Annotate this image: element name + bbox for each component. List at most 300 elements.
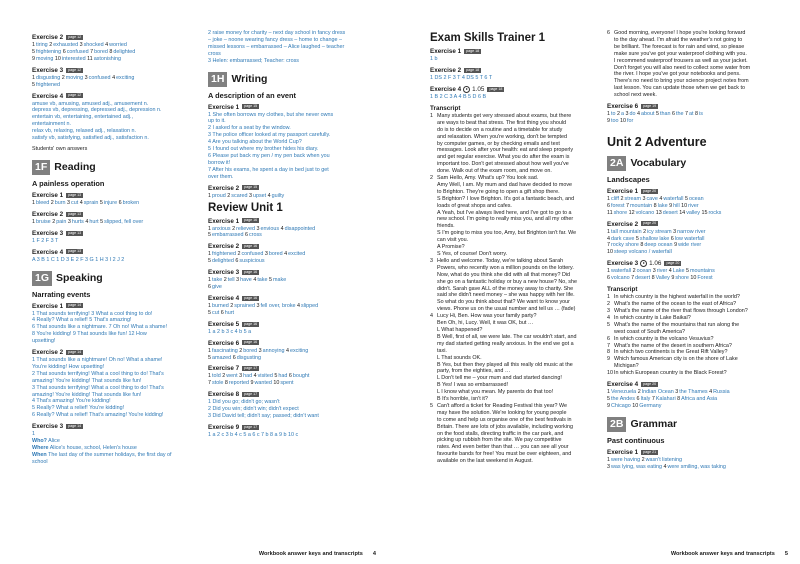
transcript-text: picking up rubbish from the site. We pay competitive bbox=[437, 437, 562, 444]
answer-key: Where bbox=[32, 445, 49, 451]
answer-text: dark cave bbox=[611, 235, 635, 242]
exercise-heading bbox=[32, 67, 202, 74]
answer-number: 3 bbox=[673, 228, 677, 235]
section-header bbox=[607, 156, 777, 171]
subheading: Narrating events bbox=[32, 289, 91, 299]
answer-number: 4 bbox=[85, 218, 89, 225]
transcript-line bbox=[430, 258, 598, 265]
transcript-number: 1 bbox=[430, 112, 433, 119]
transcript-line bbox=[430, 120, 598, 127]
transcript-number bbox=[607, 71, 614, 78]
answer-text: Lake bbox=[672, 268, 685, 275]
answer-text: shallow lake bbox=[639, 235, 670, 242]
answer-text: tall mountain bbox=[611, 228, 642, 235]
transcript-line bbox=[430, 279, 598, 286]
transcript-line bbox=[430, 203, 598, 210]
answer-number: 4 bbox=[253, 373, 257, 380]
transcript-text: friends. bbox=[437, 223, 455, 230]
answer-text: slipped, fell over bbox=[104, 218, 144, 225]
transcript-number: 1 bbox=[607, 294, 610, 301]
answer-text: upset bbox=[252, 192, 267, 199]
answer-text: Africa and Asia bbox=[681, 395, 718, 402]
answer-text: 7 After his exams, he spent a day in bed just to get bbox=[208, 166, 329, 173]
transcript-text: Which famous American city is on the shore of Lake bbox=[614, 356, 738, 363]
exercise-label: Exercise 1 bbox=[208, 217, 240, 225]
exercise-label: Exercise 3 bbox=[32, 423, 64, 431]
answer-number: 10 bbox=[632, 402, 639, 409]
transcript-number bbox=[430, 141, 437, 148]
answer-number: 5 bbox=[99, 199, 103, 206]
answer-number: 4 bbox=[253, 277, 257, 284]
exercise-label: Exercise 7 bbox=[208, 365, 240, 373]
answer-text: school bbox=[32, 458, 48, 465]
transcript-text: Many students get very stressed about exams, but there bbox=[437, 112, 572, 119]
transcript-number bbox=[607, 85, 614, 92]
answer-text: satisfy vb, satisfying, satisfied adj., satisfaction n. bbox=[32, 135, 149, 142]
transcript-text: So what do you think about that? We want to know your bbox=[437, 299, 570, 306]
page-reference: page 18 bbox=[466, 67, 480, 72]
answer-line bbox=[607, 236, 777, 243]
transcript-text: Now, what do you think she did with all that money? Did bbox=[437, 271, 571, 278]
transcript-number bbox=[430, 431, 437, 438]
section-header bbox=[208, 72, 378, 87]
answer-text: missed lessons – embarrassed – Alice laughed – teacher bbox=[208, 43, 345, 50]
transcript-text: Michigan? bbox=[614, 363, 639, 370]
transcript-number bbox=[430, 451, 437, 458]
subheading: A painless operation bbox=[32, 178, 105, 188]
answer-text: 1 B 2 C 3 A 4 B 5 D 6 B bbox=[430, 93, 487, 100]
transcript-text: to the day ahead. I'm afraid the weather's not going to bbox=[614, 36, 743, 43]
answer-text: 4 Are you talking about the World Cup? bbox=[208, 139, 302, 146]
transcript-number bbox=[430, 265, 437, 272]
answer-text: desert bbox=[662, 209, 678, 216]
answer-number: 1 bbox=[208, 192, 211, 199]
answer-number: 8 bbox=[695, 111, 698, 118]
answer-text: bruise bbox=[36, 218, 51, 225]
answer-text: injure bbox=[103, 199, 118, 206]
exercise-heading bbox=[607, 260, 777, 267]
transcript-line bbox=[607, 329, 777, 336]
exercise-label: Exercise 3 bbox=[208, 269, 240, 277]
answer-text: rocks bbox=[708, 209, 722, 216]
exercise-heading bbox=[208, 365, 378, 372]
transcript-text: S I'm going to miss you too, Amy, but Brighton isn't far. We bbox=[437, 230, 577, 237]
exercise-label: Exercise 4 bbox=[607, 381, 639, 389]
answer-number: 1 bbox=[607, 195, 610, 202]
answer-number: 2 bbox=[50, 199, 54, 206]
answer-number: 11 bbox=[87, 55, 93, 62]
answer-text: was lying, was eating bbox=[611, 463, 662, 470]
transcript-number: 3 bbox=[430, 257, 433, 264]
answer-line bbox=[208, 284, 378, 291]
transcript-number: 7 bbox=[607, 342, 610, 349]
answer-number: 5 bbox=[635, 235, 639, 242]
transcript-text: B Yes, but then they played all this really old music at the bbox=[437, 361, 573, 368]
answer-number: 6 bbox=[232, 354, 236, 361]
answer-text: 8 You're kidding! 9 That sounds like fun! 12 How bbox=[32, 331, 147, 338]
answer-text: fell over, broke bbox=[260, 302, 296, 309]
transcript-text: taxi. bbox=[437, 347, 447, 354]
answer-text: give bbox=[212, 284, 222, 291]
answer-value: The last day of the summer holidays, the first day of bbox=[48, 451, 172, 458]
answer-line bbox=[32, 49, 202, 56]
answer-text: stream bbox=[624, 195, 641, 202]
transcript-line bbox=[430, 182, 598, 189]
answer-line bbox=[208, 380, 378, 387]
section-code: 1H bbox=[208, 72, 227, 87]
audio-icon bbox=[640, 260, 647, 267]
answer-text: confused bbox=[88, 74, 111, 81]
answer-text: scared bbox=[231, 192, 248, 199]
page-reference: page 20 bbox=[643, 188, 657, 193]
transcript-line bbox=[430, 244, 598, 251]
transcript-text: Can't afford a ticket for Reading Festival this year? We bbox=[437, 402, 567, 409]
answer-text: bored bbox=[268, 251, 283, 258]
transcript-text: L Don't tell me – your mum and dad started dancing! bbox=[437, 375, 562, 382]
answer-text: entertainment n. bbox=[32, 121, 71, 128]
answer-text: too bbox=[611, 117, 619, 124]
transcript-line bbox=[430, 362, 598, 369]
page-heading: Exam Skills Trainer 1 bbox=[430, 32, 546, 44]
transcript-number: 4 bbox=[607, 314, 610, 321]
answer-number: 9 bbox=[607, 117, 610, 124]
answer-value: Alice bbox=[48, 438, 60, 445]
exercise-label: Exercise 1 bbox=[607, 448, 639, 456]
transcript-number bbox=[430, 182, 437, 189]
transcript-line bbox=[430, 147, 598, 154]
answer-number: 2 bbox=[227, 192, 231, 199]
answer-number: 4 bbox=[79, 199, 83, 206]
answer-number: 2 bbox=[232, 225, 236, 232]
answer-number: 7 bbox=[631, 275, 635, 282]
transcript-number bbox=[430, 362, 437, 369]
answer-text: 3 That sounds terrifying! What a cool thing to do! That's bbox=[32, 384, 164, 391]
answer-text: 3 Helen: embarrassed; Teacher: cross bbox=[208, 57, 299, 64]
footer-text: Workbook answer keys and transcripts bbox=[258, 551, 363, 557]
transcript-line bbox=[607, 37, 777, 44]
transcript-number bbox=[430, 127, 437, 134]
answer-number: 9 bbox=[674, 242, 678, 249]
transcript-number: 4 bbox=[430, 313, 433, 320]
transcript-line bbox=[430, 175, 598, 182]
answer-text: at bbox=[689, 111, 694, 118]
answer-text: icy stream bbox=[647, 228, 672, 235]
transcript-line bbox=[430, 223, 598, 230]
answer-text: stole bbox=[212, 380, 224, 387]
transcript-line bbox=[430, 327, 598, 334]
answer-line bbox=[32, 56, 202, 63]
transcript-number bbox=[430, 120, 437, 127]
answer-line bbox=[32, 219, 202, 226]
section-code: 2A bbox=[607, 156, 626, 171]
answer-number: 2 bbox=[49, 42, 53, 48]
transcript-number bbox=[430, 272, 437, 279]
section-title: Vocabulary bbox=[630, 157, 687, 170]
left-column-1 bbox=[32, 30, 202, 466]
answer-number: 4 bbox=[285, 347, 289, 354]
page-heading: Review Unit 1 bbox=[208, 201, 283, 214]
transcript-text: A Yeah, but I've always lived here, and I've got to go to a bbox=[437, 209, 572, 216]
answer-text: the bbox=[676, 111, 684, 118]
left-column-2 bbox=[208, 30, 378, 439]
answer-text: volcano bbox=[611, 275, 630, 282]
transcript-line bbox=[430, 431, 598, 438]
answer-text: 2 Did you win; didn't win; didn't expect bbox=[208, 406, 299, 413]
transcript-text: loads of great shops and cafes. bbox=[437, 202, 512, 209]
transcript-line bbox=[430, 417, 598, 424]
answer-number: 6 bbox=[607, 275, 610, 282]
answer-number: 5 bbox=[656, 111, 659, 118]
transcript-text: to Brighton. They're going to open a gift shop there. bbox=[437, 188, 560, 195]
exercise-label: Exercise 8 bbox=[208, 391, 240, 399]
answer-number: 3 bbox=[607, 463, 610, 470]
transcript-text: west coast of South America? bbox=[614, 328, 686, 335]
answer-text: waterfall bbox=[663, 195, 684, 202]
answer-number: 3 bbox=[256, 302, 260, 309]
transcript-text: L That sounds OK. bbox=[437, 354, 482, 361]
transcript-text: Powers, who recently won a million pounds on the lottery. bbox=[437, 264, 574, 271]
page-reference: page 20 bbox=[643, 381, 657, 386]
answer-number: 4 bbox=[709, 389, 713, 396]
transcript-line bbox=[607, 85, 777, 92]
page-reference: page 14 bbox=[68, 424, 82, 429]
answer-text: relax vb, relaxing, relaxed adj., relaxation n. bbox=[32, 128, 136, 135]
answer-number: 6 bbox=[288, 373, 292, 380]
transcript-line bbox=[430, 292, 598, 299]
transcript-number bbox=[430, 306, 437, 313]
answer-text: bored bbox=[243, 347, 258, 354]
answer-number: 4 bbox=[297, 302, 301, 309]
transcript-line bbox=[430, 403, 598, 410]
answer-text: 6 Really? What a relief! That's amazing! You're kidding! bbox=[32, 412, 164, 419]
transcript-number bbox=[430, 134, 437, 141]
answer-text: 5 Really? What a relief! You're kidding! bbox=[32, 405, 125, 412]
subheading: Landscapes bbox=[607, 174, 650, 184]
transcript-number bbox=[430, 355, 437, 362]
page-reference: page 12 bbox=[68, 93, 82, 98]
answer-text: exciting bbox=[116, 74, 135, 81]
answer-number: 6 bbox=[670, 235, 674, 242]
transcript-line bbox=[607, 370, 777, 377]
answer-number: 9 bbox=[669, 202, 673, 209]
answer-number: 3 bbox=[236, 277, 240, 284]
answer-number: 1 bbox=[607, 228, 610, 235]
transcript-number bbox=[430, 223, 437, 230]
exercise-heading bbox=[430, 48, 598, 55]
answer-number: 2 bbox=[617, 111, 620, 118]
answer-number: 6 bbox=[607, 202, 610, 209]
answer-text: exhausted bbox=[53, 42, 79, 48]
exercise-label: Exercise 6 bbox=[208, 339, 240, 347]
transcript-text: last lesson. You can update those when we get back to bbox=[614, 85, 745, 92]
transcript-line bbox=[607, 315, 777, 322]
transcript-number bbox=[430, 210, 437, 217]
transcript-text: S Yes, of course! Don't worry. bbox=[437, 251, 508, 258]
transcript-number: 2 bbox=[607, 301, 610, 308]
answer-number: 3 bbox=[248, 192, 252, 199]
exercise-heading bbox=[607, 188, 777, 195]
answer-number: 5 bbox=[32, 81, 35, 88]
transcript-line bbox=[607, 349, 777, 356]
page-reference: page 13 bbox=[68, 211, 82, 216]
right-column-1 bbox=[430, 30, 598, 465]
exercise-label: Exercise 2 bbox=[430, 66, 462, 74]
answer-number: 14 bbox=[679, 209, 686, 216]
exercise-heading bbox=[208, 340, 378, 347]
answer-number: 7 bbox=[607, 242, 610, 249]
answer-number: 3 bbox=[675, 389, 679, 396]
transcript-line bbox=[430, 230, 598, 237]
transcript-text: There's no need to bring your science project notes from bbox=[614, 78, 749, 85]
answer-text: ocean bbox=[636, 268, 652, 275]
left-footer bbox=[259, 551, 376, 557]
answer-number: 1 bbox=[607, 268, 610, 275]
answer-text: 1 That sounds terrifying! 3 What a cool thing to do! bbox=[32, 310, 153, 317]
exercise-heading bbox=[430, 67, 598, 74]
answer-text: tell bbox=[227, 277, 235, 284]
answer-number: 6 bbox=[235, 258, 239, 265]
answer-text: 2 raise money for charity – next day school in fancy dress bbox=[208, 30, 346, 36]
transcript-line bbox=[430, 382, 598, 389]
answer-number: 5 bbox=[274, 373, 278, 380]
transcript-line bbox=[607, 71, 777, 78]
page-reference: page 12 bbox=[68, 34, 82, 39]
transcript-text: Britain. There are lots of jobs available, including working bbox=[437, 423, 573, 430]
page-reference: page 15 bbox=[244, 104, 258, 109]
transcript-text: L I know what you mean. My parents do that too! bbox=[437, 389, 554, 396]
transcript-text: rates. And even better than that … you can see all your bbox=[437, 444, 569, 451]
transcript-number: 10 bbox=[607, 370, 613, 377]
answer-text: A 3 B 1 C 1 D 3 E 2 F 3 G 1 H 3 I 2 J 2 bbox=[32, 256, 125, 263]
answer-line bbox=[208, 251, 378, 258]
section-code: 1F bbox=[32, 160, 50, 175]
right-page bbox=[400, 0, 800, 564]
answer-text: You're kidding! How upsetting! bbox=[32, 363, 105, 370]
answer-text: Venezuela bbox=[611, 389, 637, 396]
footer-text: Workbook answer keys and transcripts bbox=[670, 551, 775, 557]
section-header bbox=[32, 271, 202, 286]
transcript-text: In which two continents is the Great Rift Valley? bbox=[614, 349, 728, 356]
answer-number: 2 bbox=[223, 277, 227, 284]
answer-number: 2 bbox=[222, 373, 226, 380]
answer-text: 5 I found out where my brother hides his diary. bbox=[208, 146, 319, 153]
answer-text: 6 That sounds like a nightmare. 7 Oh no! What a shame! bbox=[32, 324, 168, 331]
answer-line bbox=[208, 373, 378, 380]
page-number: 5 bbox=[784, 551, 788, 557]
answer-number: 1 bbox=[208, 225, 211, 232]
answer-text: to bbox=[611, 111, 616, 118]
answer-text: astonishing bbox=[93, 55, 121, 62]
answer-line bbox=[607, 111, 777, 118]
answer-text: waterfall bbox=[611, 268, 632, 275]
transcript-text: party, from the eighties, and … bbox=[437, 368, 511, 375]
exercise-heading bbox=[32, 349, 202, 356]
transcript-line bbox=[430, 458, 598, 465]
answer-text: tiring bbox=[36, 42, 48, 48]
note-text: Students' own answers bbox=[32, 145, 88, 152]
answer-number: 1 bbox=[607, 456, 610, 463]
transcript-number: 2 bbox=[430, 175, 433, 182]
answer-number: 13 bbox=[655, 209, 662, 216]
answer-number: 9 bbox=[32, 55, 35, 62]
answer-text: 1 b bbox=[430, 56, 438, 62]
transcript-line bbox=[430, 341, 598, 348]
answer-number: 1 bbox=[32, 42, 35, 48]
page-reference: page 17 bbox=[244, 392, 258, 397]
transcript-text: messages. Look after your health: eat and sleep properly bbox=[437, 147, 574, 154]
answer-text: disgusting bbox=[236, 354, 261, 361]
answer-text: make bbox=[273, 277, 287, 284]
answer-number: 8 bbox=[640, 242, 644, 249]
answer-text: shocked bbox=[83, 42, 104, 48]
answer-number: 3 bbox=[79, 42, 83, 48]
exercise-label: Exercise 2 bbox=[208, 243, 240, 251]
answer-text: 4 That's amazing! You're kidding! bbox=[32, 398, 111, 405]
transcript-number bbox=[430, 147, 437, 154]
transcript-text: make sure you've got your waterproof clothing with you. bbox=[614, 50, 747, 57]
exercise-label: Exercise 1 bbox=[208, 103, 240, 111]
section-title: Reading bbox=[54, 161, 96, 174]
transcript-text: What's the name of the river that flows through London? bbox=[614, 308, 748, 315]
exercise-label: Exercise 2 bbox=[208, 184, 240, 192]
answer-line bbox=[208, 355, 378, 362]
answer-number: 1 bbox=[208, 302, 211, 309]
unit-heading: Unit 2 Adventure bbox=[607, 134, 707, 149]
page-reference: page 18 bbox=[466, 48, 480, 53]
section-header bbox=[32, 160, 202, 175]
transcript-text: B It's horrible, isn't it? bbox=[437, 396, 488, 403]
section-code: 2B bbox=[607, 417, 626, 432]
answer-text: up to it. bbox=[208, 118, 226, 125]
answer-text: guilty bbox=[271, 192, 285, 199]
answer-number: 1 bbox=[208, 251, 211, 258]
transcript-number bbox=[430, 424, 437, 431]
answer-text: Russia bbox=[713, 389, 730, 396]
answer-number: 1 bbox=[32, 218, 35, 225]
answer-number: 2 bbox=[641, 456, 645, 463]
transcript-number bbox=[430, 279, 437, 286]
exercise-label: Exercise 3 bbox=[607, 260, 639, 268]
answer-line bbox=[208, 310, 378, 317]
answer-text: narrow river bbox=[677, 228, 706, 235]
answer-number: 6 bbox=[208, 284, 211, 291]
answer-number: 3 bbox=[256, 225, 260, 232]
transcript-number bbox=[607, 363, 614, 370]
answer-text: amazed bbox=[212, 354, 232, 361]
answer-number: 8 bbox=[651, 275, 655, 282]
answer-number: 8 bbox=[109, 48, 113, 55]
transcript-line bbox=[430, 299, 598, 306]
transcript-text: Lucy Hi, Ben. How was your family party? bbox=[437, 313, 537, 320]
answer-text: wanted bbox=[254, 380, 272, 387]
transcript-number bbox=[607, 58, 614, 65]
answer-value: Alice's house, school, Helen's house bbox=[49, 445, 137, 451]
answer-text: frightening bbox=[36, 48, 62, 55]
answer-text: Kalahari bbox=[655, 395, 676, 402]
transcript-line bbox=[430, 375, 598, 382]
transcript-text: What's the name of the desert in southern Africa? bbox=[614, 342, 732, 349]
exercise-heading bbox=[32, 303, 202, 310]
exercise-label: Exercise 1 bbox=[32, 191, 64, 199]
exercise-heading bbox=[208, 321, 378, 328]
exercise-heading bbox=[607, 381, 777, 388]
answer-text: 1 She often borrows my clothes, but she never owns bbox=[208, 111, 334, 118]
answer-number: 9 bbox=[671, 275, 675, 282]
transcript-text: can visit you. bbox=[437, 237, 469, 244]
exercise-label: Exercise 2 bbox=[32, 34, 64, 41]
transcript-number bbox=[430, 154, 437, 161]
page-number: 4 bbox=[372, 551, 376, 557]
